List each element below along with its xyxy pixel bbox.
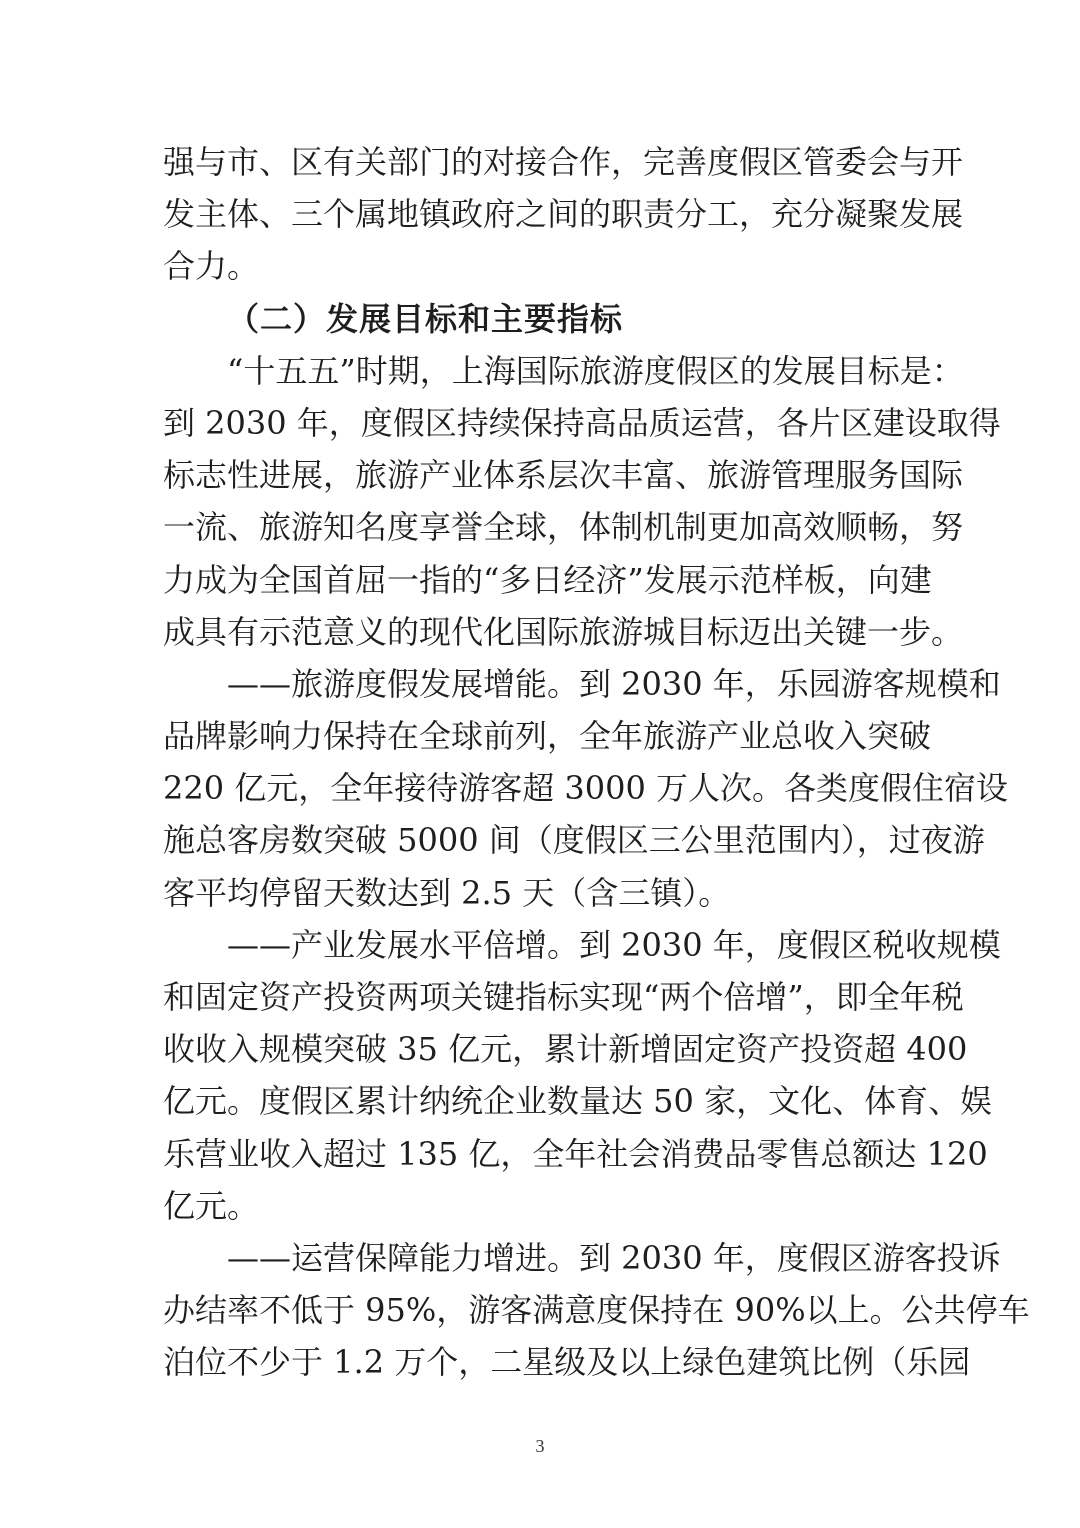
text-line: ——运营保障能力增进。到 2030 年，度假区游客投诉 xyxy=(227,1238,1001,1277)
text-line: 力成为全国首屈一指的“多日经济”发展示范样板，向建 xyxy=(163,560,932,599)
text-line: 泊位不少于 1.2 万个，二星级及以上绿色建筑比例（乐园 xyxy=(163,1343,971,1382)
text-line: 亿元。度假区累计纳统企业数量达 50 家，文化、体育、娱 xyxy=(163,1082,993,1121)
text-line: 220 亿元，全年接待游客超 3000 万人次。各类度假住宿设 xyxy=(163,769,1009,808)
text-line: 乐营业收入超过 135 亿，全年社会消费品零售总额达 120 xyxy=(163,1134,988,1173)
text-line: ——产业发展水平倍增。到 2030 年，度假区税收规模 xyxy=(227,925,1001,964)
text-line: 亿元。 xyxy=(163,1186,260,1225)
text-line: 成具有示范意义的现代化国际旅游城目标迈出关键一步。 xyxy=(163,612,964,651)
text-line: 品牌影响力保持在全球前列，全年旅游产业总收入突破 xyxy=(163,717,932,756)
text-line: ——旅游度假发展增能。到 2030 年，乐园游客规模和 xyxy=(227,664,1001,703)
text-line: 合力。 xyxy=(163,247,260,286)
text-line: 施总客房数突破 5000 间（度假区三公里范围内），过夜游 xyxy=(163,821,985,860)
text-line: 标志性进展，旅游产业体系层次丰富、旅游管理服务国际 xyxy=(163,456,964,495)
text-line: 和固定资产投资两项关键指标实现“两个倍增”，即全年税 xyxy=(163,978,964,1016)
text-line: 收收入规模突破 35 亿元，累计新增固定资产投资超 400 xyxy=(163,1030,968,1069)
text-line: “十五五”时期，上海国际旅游度假区的发展目标是： xyxy=(227,351,964,390)
page-number: 3 xyxy=(535,1436,545,1456)
section-heading: （二）发展目标和主要指标 xyxy=(227,299,624,338)
text-line: 强与市、区有关部门的对接合作，完善度假区管委会与开 xyxy=(163,143,964,181)
text-line: 办结率不低于 95%，游客满意度保持在 90%以上。公共停车 xyxy=(163,1291,1030,1330)
text-line: 到 2030 年，度假区持续保持高品质运营，各片区建设取得 xyxy=(163,403,1001,442)
document-body xyxy=(163,136,1030,1389)
text-line: 发主体、三个属地镇政府之间的职责分工，充分凝聚发展 xyxy=(163,195,964,234)
text-line: 一流、旅游知名度享誉全球，体制机制更加高效顺畅，努 xyxy=(163,508,964,547)
text-line: 客平均停留天数达到 2.5 天（含三镇）。 xyxy=(163,873,731,912)
